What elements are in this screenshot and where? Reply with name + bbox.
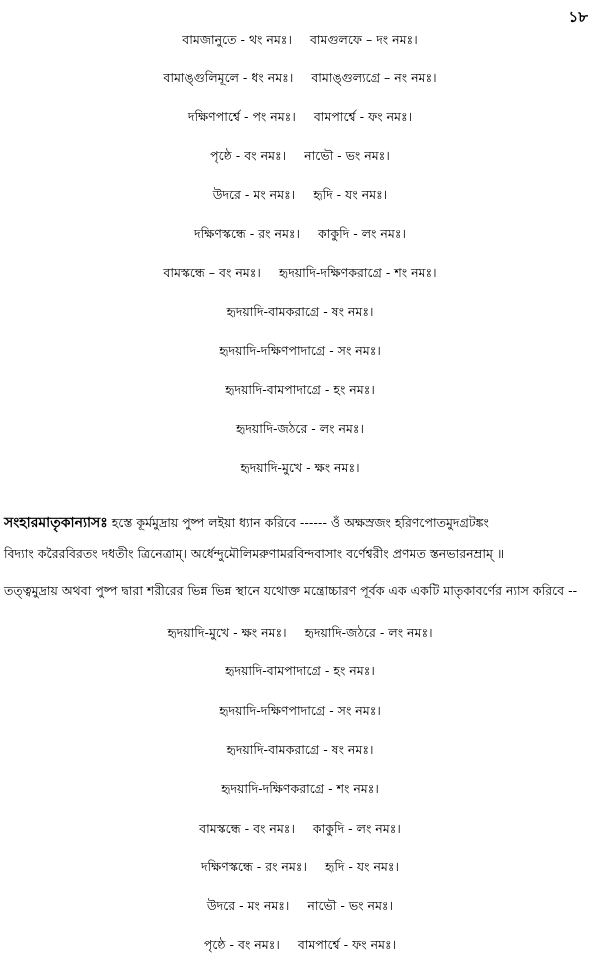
section-text-line: তত্ত্বমুদ্রায় অথবা পুষ্প দ্বারা শরীরের ভিন্ন ভিন্ন স্থানে যথোক্ত মন্ত্রোচ্চারণ পূর্বক এক একটি মাতৃকাবর্ণের ন্যাস করিবে -- [4, 583, 578, 598]
section-heading: সংহারমাতৃকান্যাসঃ [4, 515, 108, 531]
section-text-line: বিদ্যাং করৈরবিরতং দধতীং ত্রিনেত্রাম্‌। অর্ধেন্দুমৌলিমরুণামরবিন্দবাসাং বর্ণেশ্বরীং প্রণমত স্তনভারনম্রাম্‌ ॥ [4, 546, 505, 561]
mantra-line: দক্ষিণস্কন্ধে - রং নমঃ। হৃদি - যং নমঃ। [200, 859, 400, 874]
mantra-line: হৃদয়াদি-বামপাদাগ্রে - হং নমঃ। [225, 663, 375, 678]
mantra-line: বামস্কন্ধে - বং নমঃ। কাকুদি - লং নমঃ। [199, 821, 401, 836]
mantra-line: হৃদয়াদি-জঠরে - লং নমঃ। [236, 421, 364, 436]
mantra-line: পৃষ্ঠে - বং নমঃ। নাভৌ - ভং নমঃ। [210, 148, 390, 163]
mantra-line: হৃদয়াদি-বামপাদাগ্রে - হং নমঃ। [225, 382, 375, 397]
mantra-line: হৃদয়াদি-দক্ষিণপাদাগ্রে - সং নমঃ। [219, 343, 381, 358]
mantra-line: হৃদয়াদি-মুখে - ক্ষং নমঃ। [240, 460, 360, 475]
mantra-line: উদরে - মং নমঃ। হৃদি - যং নমঃ। [212, 187, 388, 202]
mantra-line: হৃদয়াদি-দক্ষিণকরাগ্রে - শং নমঃ। [221, 781, 379, 796]
mantra-line: দক্ষিণস্কন্ধে - রং নমঃ। কাকুদি - লং নমঃ। [194, 226, 406, 241]
section-heading-line [4, 514, 596, 532]
mantra-line: হৃদয়াদি-বামকরাগ্রে - ষং নমঃ। [226, 742, 374, 757]
mantra-line: হৃদয়াদি-দক্ষিণপাদাগ্রে - সং নমঃ। [219, 703, 381, 718]
mantra-line: হৃদয়াদি-মুখে - ক্ষং নমঃ। হৃদয়াদি-জঠরে - লং নমঃ। [167, 625, 433, 640]
mantra-line: বামজানুতে - থং নমঃ। বামগুলফে – দং নমঃ। [182, 32, 418, 47]
mantra-line: হৃদয়াদি-বামকরাগ্রে - ষং নমঃ। [226, 304, 374, 319]
mantra-line: বামাঙ্গুলিমূলে - ধং নমঃ। বামাঙ্গুল্যগ্রে – নং নমঃ। [163, 70, 437, 85]
mantra-line: দক্ষিণপার্শ্বে - পং নমঃ। বামপার্শ্বে - ফং নমঃ। [187, 109, 413, 124]
page-number: ১৮ [568, 8, 588, 26]
section-text: হস্তে কূর্মমুদ্রায় পুষ্প লইয়া ধ্যান করিবে ------ ওঁ অক্ষস্রজং হরিণপোতমুদগ্রটঙ্কং [111, 515, 489, 530]
mantra-line: উদরে - মং নমঃ। নাভৌ - ভং নমঃ। [206, 898, 394, 913]
mantra-line: পৃষ্ঠে - বং নমঃ। বামপার্শ্বে - ফং নমঃ। [203, 937, 397, 952]
mantra-line: বামস্কন্ধে – বং নমঃ। হৃদয়াদি-দক্ষিণকরাগ্রে - শং নমঃ। [163, 265, 437, 280]
